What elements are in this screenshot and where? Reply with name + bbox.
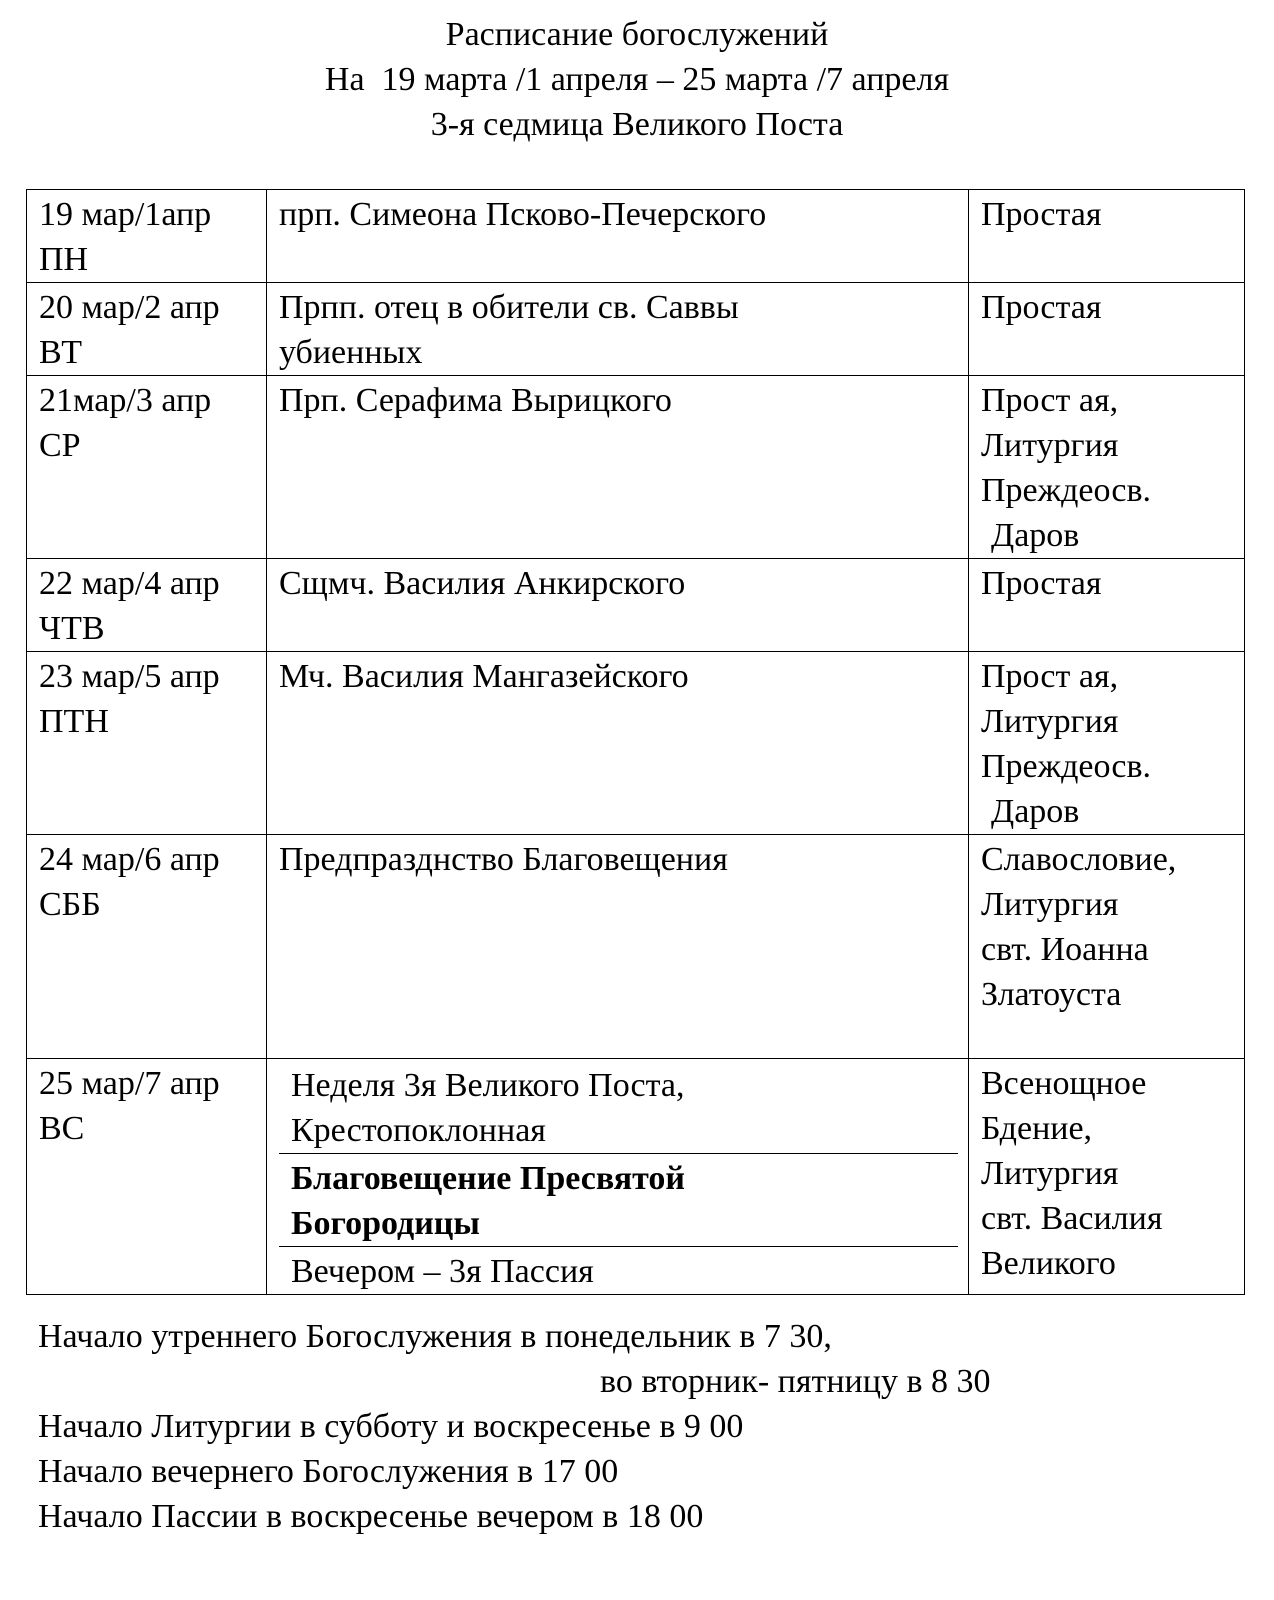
document-title: Расписание богослужений [445, 16, 829, 53]
table-row [27, 376, 1245, 559]
feast-line: Сщмч. Василия Анкирского [279, 565, 686, 602]
date: 20 мар/2 апр [39, 289, 220, 326]
table-row [27, 283, 1245, 376]
service-line: Златоуста [981, 976, 1122, 1013]
date: 24 мар/6 апр [39, 841, 220, 878]
service-line: Всенощное [981, 1065, 1147, 1102]
feast-line: Прпп. отец в обители св. Саввы [279, 289, 739, 326]
date-cell [27, 652, 267, 835]
service-cell [969, 559, 1245, 652]
feast-subrow [279, 1247, 958, 1295]
document-header [0, 12, 1274, 147]
feast-subrow [279, 1154, 958, 1247]
feast-line: Неделя 3я Великого Поста, [291, 1067, 685, 1104]
date-cell [27, 559, 267, 652]
service-line: Простая [981, 196, 1102, 233]
feast-line: Благовещение Пресвятой [291, 1160, 685, 1197]
service-cell [969, 835, 1245, 1059]
weekday: ПТН [39, 703, 109, 740]
feast-cell [267, 283, 969, 376]
feast-cell [267, 376, 969, 559]
service-line: Прост ая, [981, 382, 1119, 419]
service-line: свт. Иоанна [981, 931, 1149, 968]
week-title: 3-я седмица Великого Поста [430, 106, 844, 143]
feast-part [279, 1247, 958, 1295]
feast-line: Богородицы [291, 1205, 480, 1242]
service-line: Славословие, [981, 841, 1177, 878]
feast-cell [267, 190, 969, 283]
service-line: Преждеосв. [981, 748, 1152, 785]
feast-line: Прп. Серафима Вырицкого [279, 382, 672, 419]
feast-cell [267, 1059, 969, 1295]
liturgy-time: Начало Литургии в субботу и воскресенье в 9 00 [38, 1408, 744, 1445]
date-range: На 19 марта /1 апреля – 25 марта /7 апреля [324, 61, 950, 98]
date-cell [27, 283, 267, 376]
service-line: свт. Василия [981, 1200, 1163, 1237]
service-line: Литургия [981, 1155, 1119, 1192]
service-cell [969, 1059, 1245, 1295]
weekday: ВТ [39, 334, 82, 371]
feast-subtable [279, 1061, 958, 1294]
morning-service-time: Начало утреннего Богослужения в понедельник в 7 30, [38, 1318, 832, 1355]
date-cell [27, 1059, 267, 1295]
service-line: Бдение, [981, 1110, 1093, 1147]
schedule-table [26, 189, 1245, 1295]
weekday: ВС [39, 1110, 85, 1147]
feast-line: Предпразднство Благовещения [279, 841, 728, 878]
weekday: СР [39, 427, 81, 464]
weekday: ЧТВ [39, 610, 105, 647]
feast-cell [267, 835, 969, 1059]
feast-line: убиенных [279, 334, 423, 371]
table-row [27, 652, 1245, 835]
feast-cell [267, 559, 969, 652]
table-row [27, 835, 1245, 1059]
date: 23 мар/5 апр [39, 658, 220, 695]
table-row [27, 559, 1245, 652]
feast-subrow [279, 1061, 958, 1154]
service-cell [969, 283, 1245, 376]
table-row [27, 1059, 1245, 1295]
feast-line: Крестопоклонная [291, 1112, 546, 1149]
service-line: Литургия [981, 886, 1119, 923]
service-line: Даров [991, 517, 1080, 554]
service-cell [969, 376, 1245, 559]
feast-cell [267, 652, 969, 835]
weekday: ПН [39, 241, 89, 278]
date: 25 мар/7 апр [39, 1065, 220, 1102]
date-cell [27, 835, 267, 1059]
service-line: Литургия [981, 427, 1119, 464]
service-line: Прост ая, [981, 658, 1119, 695]
service-line: Простая [981, 289, 1102, 326]
evening-service-time: Начало вечернего Богослужения в 17 00 [38, 1453, 619, 1490]
service-line: Простая [981, 565, 1102, 602]
date: 22 мар/4 апр [39, 565, 220, 602]
passion-time: Начало Пассии в воскресенье вечером в 18 00 [38, 1498, 704, 1535]
service-line: Литургия [981, 703, 1119, 740]
date-cell [27, 376, 267, 559]
date: 21мар/3 апр [39, 382, 212, 419]
feast-part [279, 1154, 958, 1247]
table-row [27, 190, 1245, 283]
service-times [38, 1314, 1238, 1539]
feast-part [279, 1061, 958, 1154]
service-cell [969, 190, 1245, 283]
service-line: Преждеосв. [981, 472, 1152, 509]
feast-line: Вечером – 3я Пассия [291, 1253, 594, 1290]
date-cell [27, 190, 267, 283]
service-line: Даров [991, 793, 1080, 830]
service-line: Великого [981, 1245, 1116, 1282]
weekday: СББ [39, 886, 101, 923]
feast-line: Мч. Василия Мангазейского [279, 658, 689, 695]
morning-service-time-weekdays: во вторник- пятницу в 8 30 [600, 1363, 991, 1400]
feast-line: прп. Симеона Псково-Печерского [279, 196, 767, 233]
service-cell [969, 652, 1245, 835]
date: 19 мар/1апр [39, 196, 212, 233]
